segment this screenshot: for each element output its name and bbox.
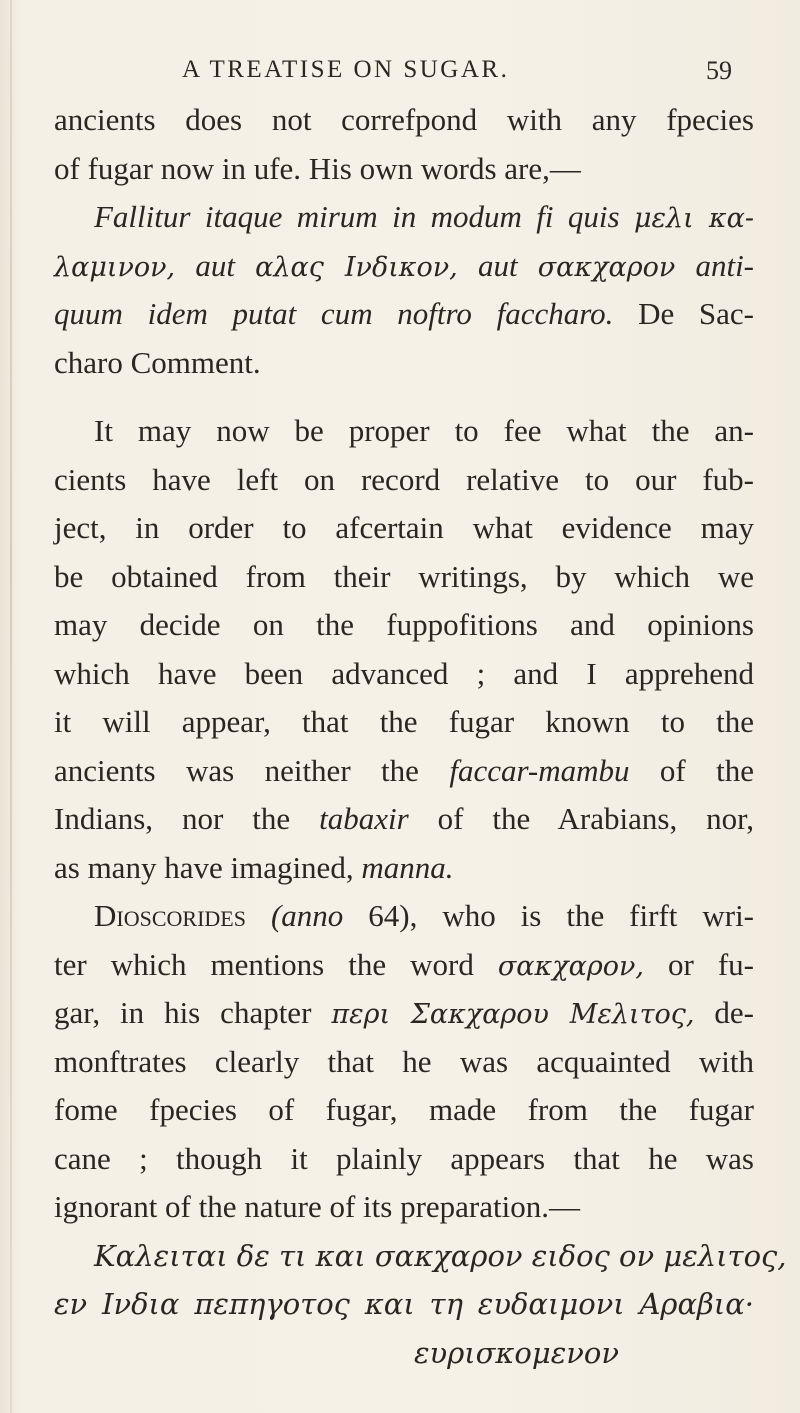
page-header bbox=[0, 52, 800, 92]
page-gutter bbox=[10, 0, 12, 1413]
paragraph-gap bbox=[54, 387, 754, 407]
text-line: of fugar now in ufe. His own words are,— bbox=[54, 150, 581, 186]
italic-term: (anno bbox=[270, 898, 344, 933]
greek-quotation bbox=[54, 1232, 787, 1378]
paragraph bbox=[54, 407, 754, 892]
italic-term: tabaxir bbox=[319, 801, 409, 836]
latin-text: aut bbox=[477, 247, 518, 283]
text-run: Indians, nor the bbox=[54, 801, 291, 836]
text-line bbox=[54, 290, 754, 339]
text-run: ter which mentions the word bbox=[54, 946, 474, 982]
paragraph bbox=[54, 892, 754, 1232]
text-line: it will appear, that the fugar known to the bbox=[54, 704, 754, 739]
text-line: ancients does not correfpond with any fpecies bbox=[54, 102, 754, 137]
text-line bbox=[54, 892, 754, 941]
text-run: 64), who is the firft wri- bbox=[368, 898, 755, 933]
greek-text: αλας Ινδικον, bbox=[255, 251, 458, 283]
text-run: of the Arabians, nor, bbox=[437, 801, 754, 836]
text-run: as many have imagined, bbox=[54, 849, 354, 885]
text-line: charo Comment. bbox=[54, 344, 261, 380]
latin-text: Fallitur itaque mirum in modum fi quis bbox=[94, 199, 620, 234]
text-run: ancients was neither the bbox=[54, 752, 419, 788]
text-line bbox=[54, 747, 754, 796]
italic-term: faccar-mambu bbox=[449, 752, 630, 788]
latin-text: aut bbox=[195, 247, 235, 283]
text-line: be obtained from their writings, by which we bbox=[54, 558, 754, 594]
author-name: Dioscorides bbox=[94, 898, 246, 933]
text-line bbox=[54, 844, 754, 893]
latin-quotation bbox=[54, 193, 754, 387]
text-run: of the bbox=[659, 752, 755, 788]
greek-text: περι Σακχαρου Μελιτος, bbox=[331, 999, 695, 1030]
citation: De Sac- bbox=[638, 296, 754, 331]
text-line bbox=[54, 795, 754, 844]
greek-text: σακχαρον bbox=[537, 251, 676, 283]
text-line: which have been advanced ; and I apprehend bbox=[54, 655, 754, 691]
running-head: A TREATISE ON SUGAR. bbox=[182, 56, 510, 83]
text-line: ignorant of the nature of its preparation.— bbox=[54, 1189, 580, 1224]
italic-term: manna. bbox=[361, 849, 454, 885]
greek-text: λαμινον, bbox=[54, 251, 176, 283]
text-line bbox=[54, 989, 754, 1038]
text-line: It may now be proper to fee what the an- bbox=[94, 413, 754, 448]
text-line: may decide on the fuppofitions and opinions bbox=[54, 607, 754, 642]
text-run: or fu- bbox=[667, 946, 754, 982]
latin-text: anti- bbox=[695, 247, 755, 283]
text-line: cients have left on record relative to our fub- bbox=[54, 461, 754, 497]
text-line: ject, in order to afcertain what evidence may bbox=[54, 510, 754, 545]
catchword: ευρισκομενον bbox=[414, 1335, 620, 1370]
text-line bbox=[54, 242, 754, 291]
latin-text: quum idem putat cum noftro faccharo. bbox=[54, 296, 614, 331]
greek-text: σακχαρον, bbox=[497, 950, 644, 982]
text-run: de- bbox=[714, 995, 754, 1030]
text-run: gar, in his chapter bbox=[54, 995, 312, 1030]
page-number: 59 bbox=[706, 56, 732, 85]
page-text bbox=[54, 96, 787, 1377]
text-line bbox=[54, 941, 754, 990]
greek-line: εν Ινδια πεπηγοτος και τη ευδαιμονι Αραβια· bbox=[54, 1287, 754, 1321]
text-line: fome fpecies of fugar, made from the fugar bbox=[54, 1092, 754, 1127]
greek-line: Καλειται δε τι και σακχαρον ειδος ον μελιτος, bbox=[94, 1238, 787, 1273]
text-line bbox=[54, 193, 754, 242]
text-line: monftrates clearly that he was acquainted with bbox=[54, 1043, 754, 1079]
greek-text: μελι κα- bbox=[633, 203, 754, 234]
text-line: cane ; though it plainly appears that he was bbox=[54, 1140, 754, 1176]
